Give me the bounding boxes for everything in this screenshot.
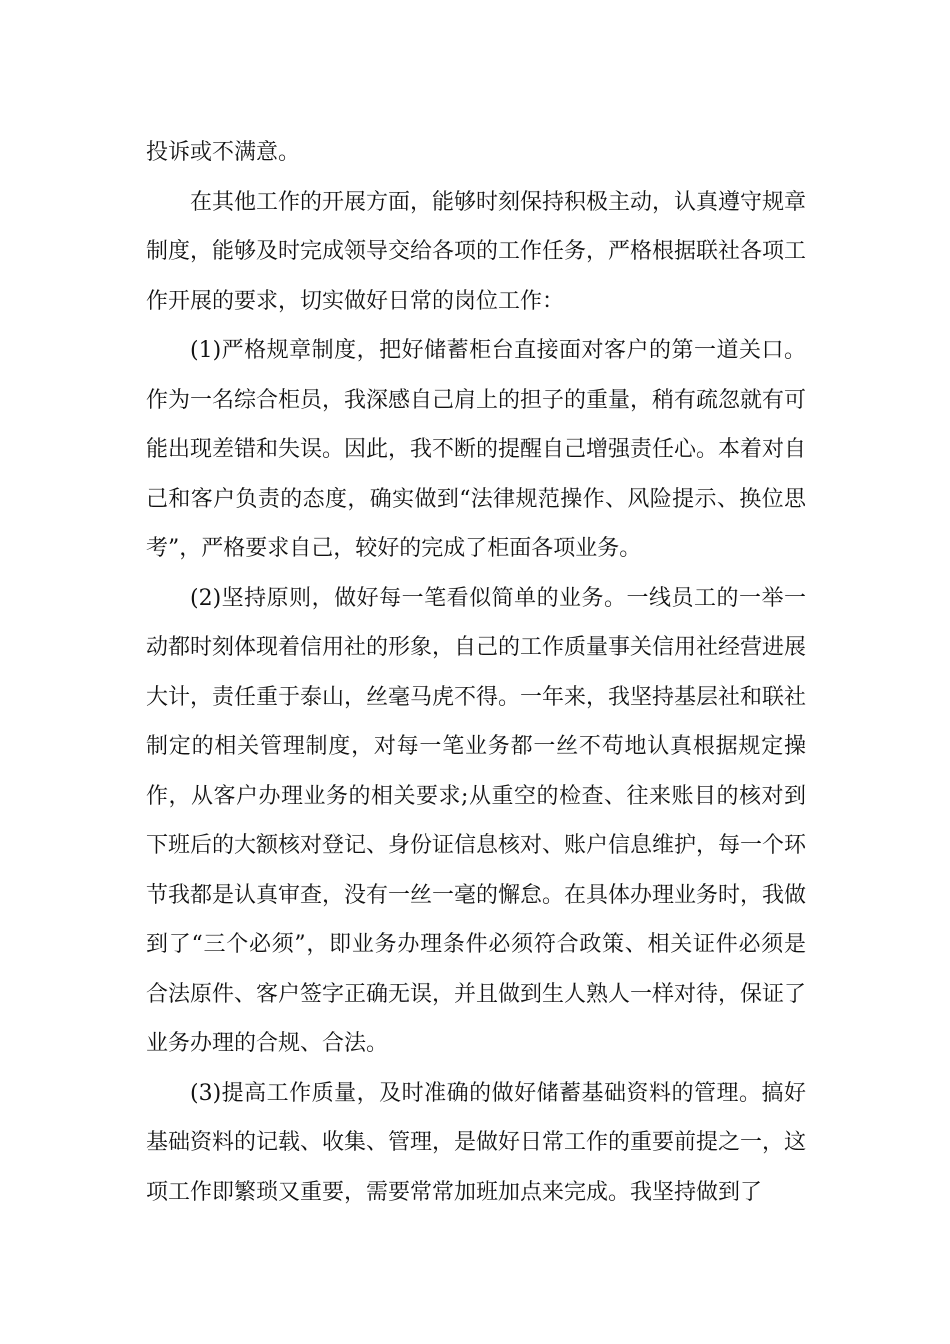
paragraph-item-2: (2)坚持原则，做好每一笔看似简单的业务。一线员工的一举一动都时刻体现着信用社的形象，自己的工作质量事关信用社经营进展大计，责任重于泰山，丝毫马虎不得。一年来，我坚持基层社和联社制定的相关管理制度，对每一笔业务都一丝不苟地认真根据规定操作，从客户办理业务的相关要求;从重空的检查、往来账目的核对到下班后的大额核对登记、身份证信息核对、账户信息维护，每一个环节我都是认真审查，没有一丝一毫的懈怠。在具体办理业务时，我做到了“三个必须”，即业务办理条件必须符合政策、相关证件必须是合法原件、客户签字正确无误，并且做到生人熟人一样对待，保证了业务办理的合规、合法。 — [146, 585, 807, 1056]
document-body — [146, 128, 806, 1217]
paragraph-other-work: 在其他工作的开展方面，能够时刻保持积极主动，认真遵守规章制度，能够及时完成领导交给各项的工作任务，严格根据联社各项工作开展的要求，切实做好日常的岗位工作： — [146, 189, 807, 314]
paragraph-item-3: (3)提高工作质量，及时准确的做好储蓄基础资料的管理。搞好基础资料的记载、收集、管理，是做好日常工作的重要前提之一，这项工作即繁琐又重要，需要常常加班加点来完成。我坚持做到了 — [146, 1080, 807, 1205]
paragraph-continuation: 投诉或不满意。 — [146, 140, 301, 165]
paragraph-item-1: (1)严格规章制度，把好储蓄柜台直接面对客户的第一道关口。作为一名综合柜员，我深感自己肩上的担子的重量，稍有疏忽就有可能出现差错和失误。因此，我不断的提醒自己增强责任心。本着对自己和客户负责的态度，确实做到“法律规范操作、风险提示、换位思考”，严格要求自己，较好的完成了柜面各项业务。 — [146, 338, 807, 561]
